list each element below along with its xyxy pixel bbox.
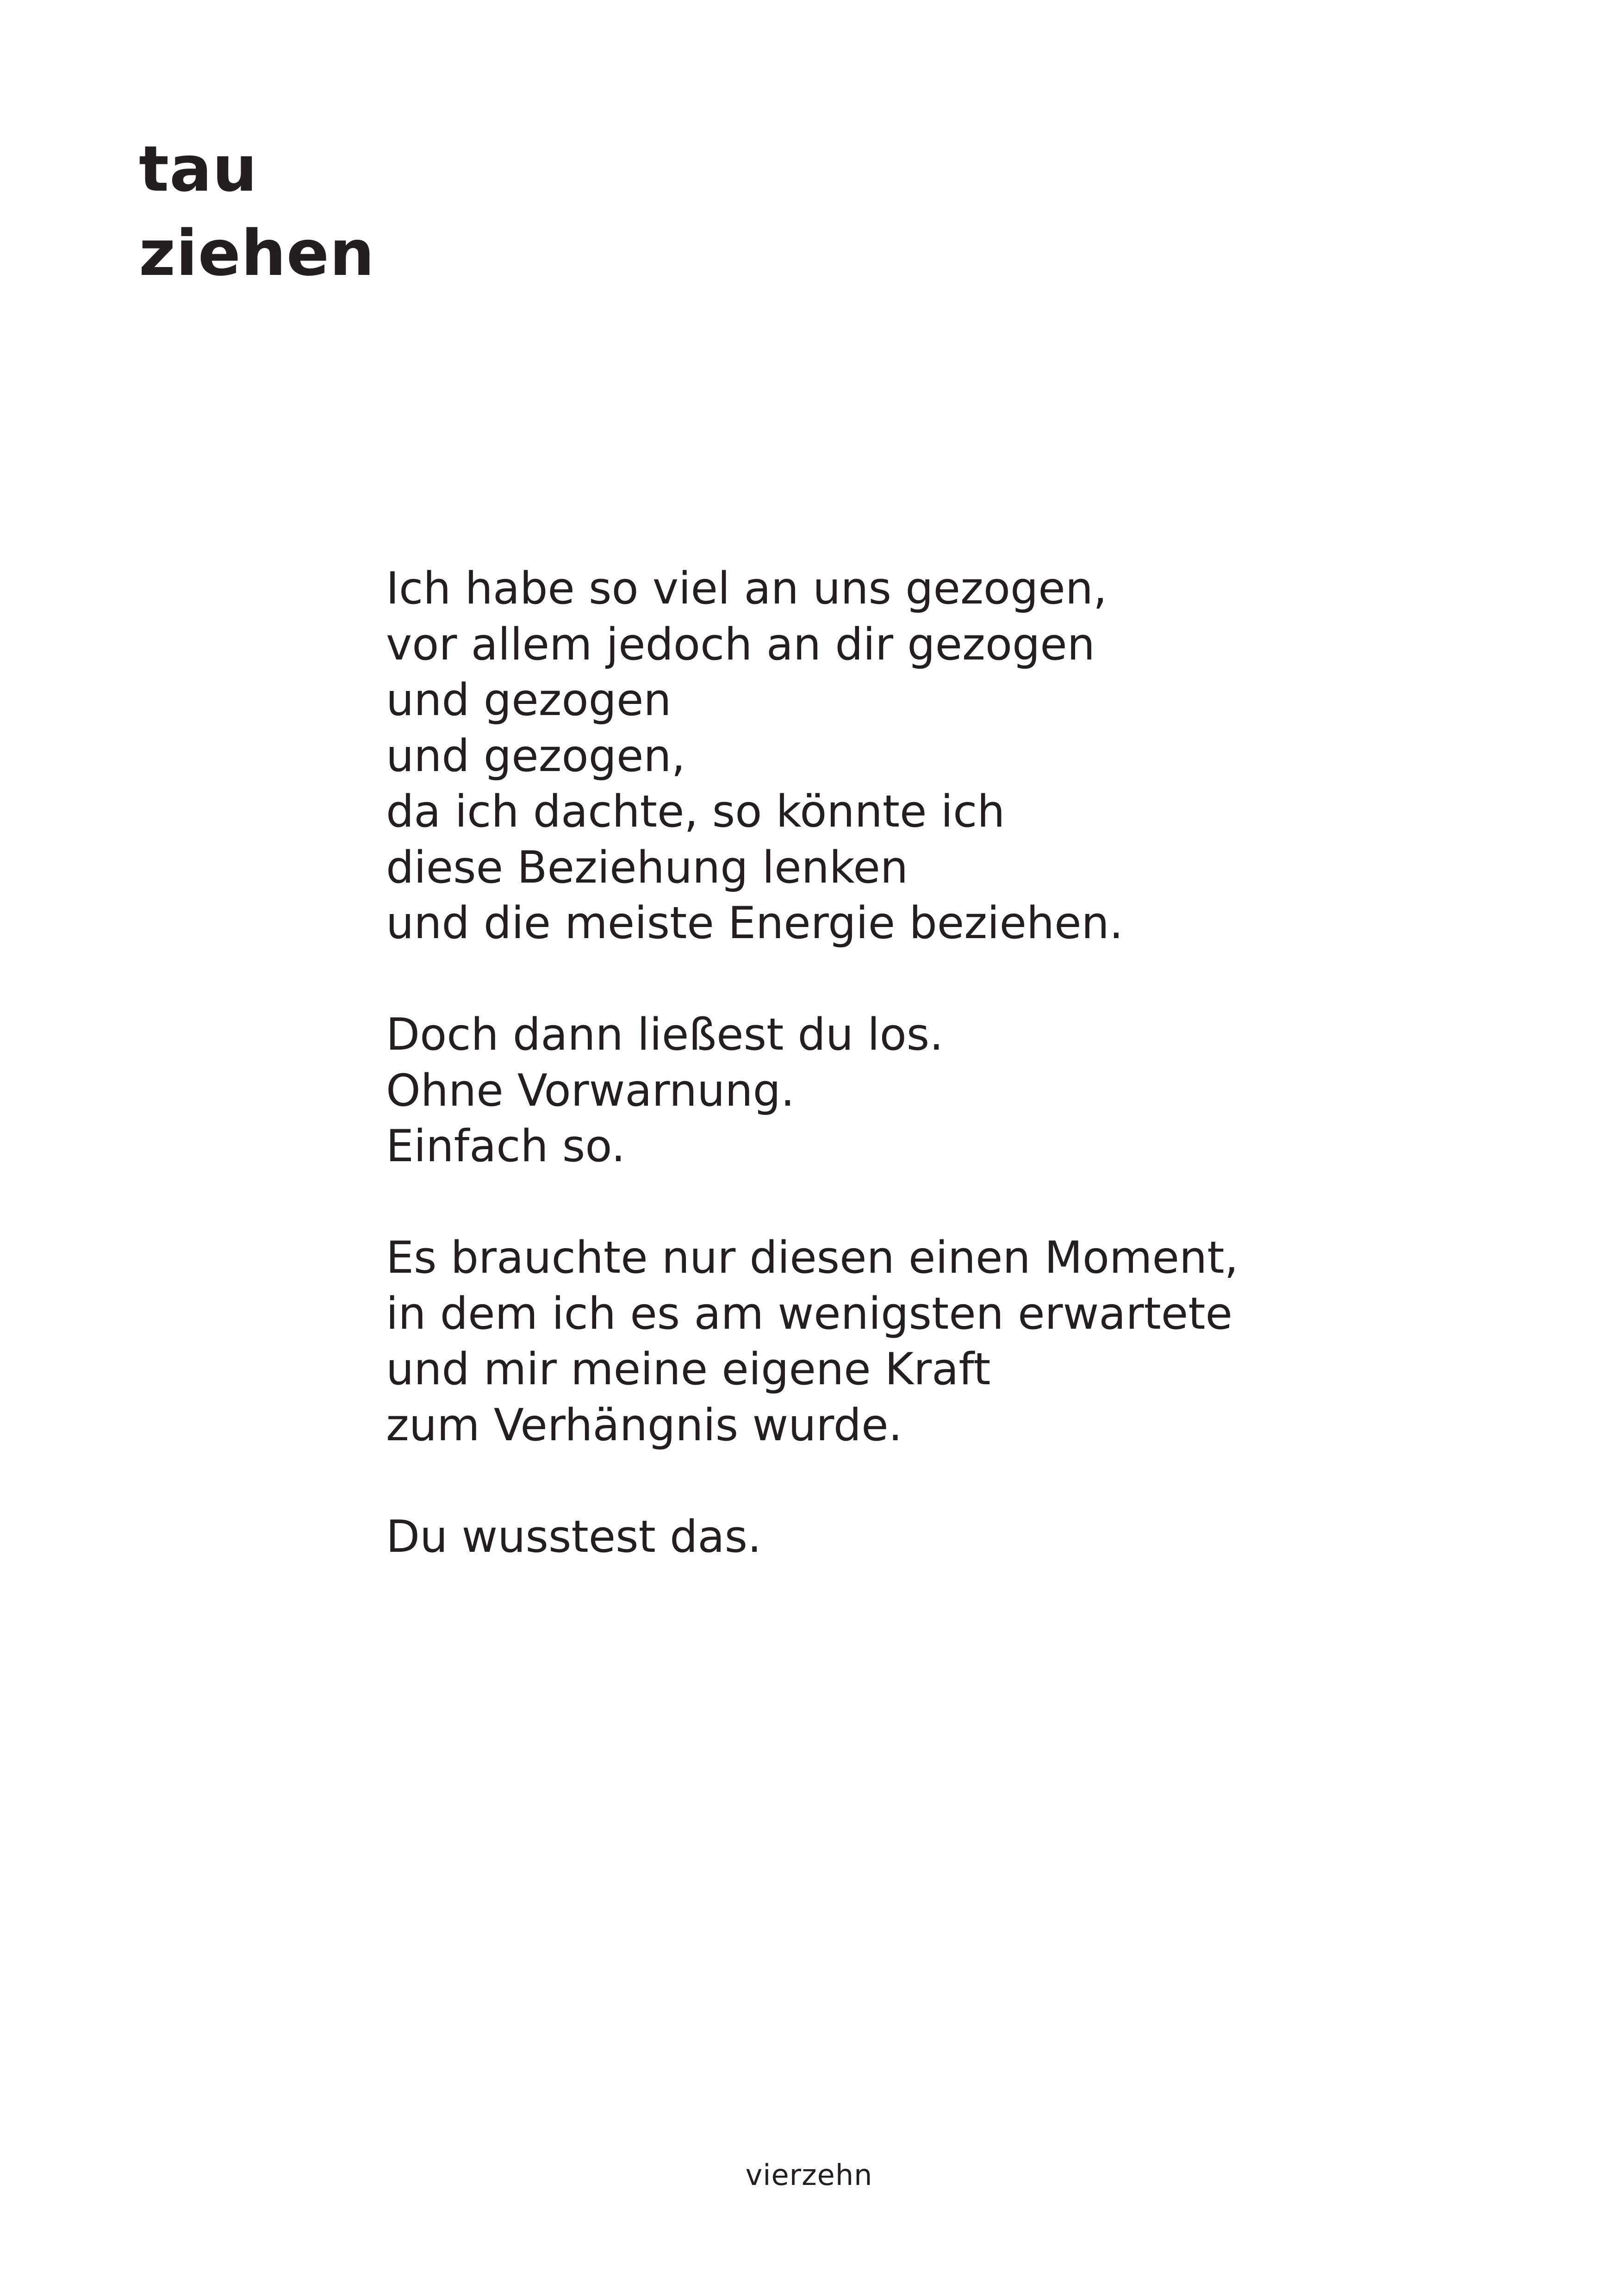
poem-line: Ohne Vorwarnung.	[386, 1065, 795, 1116]
stanza-1	[386, 561, 1543, 952]
poem-line: Du wusstest das.	[386, 1511, 762, 1562]
poem-line: und die meiste Energie beziehen.	[386, 898, 1123, 949]
stanza-4	[386, 1509, 1543, 1565]
poem-line: zum Verhängnis wurde.	[386, 1400, 902, 1451]
title-line-2: ziehen	[139, 217, 375, 290]
stanza-2	[386, 1007, 1543, 1175]
title-line-1: tau	[139, 133, 258, 206]
poem-line: Doch dann ließest du los.	[386, 1009, 944, 1060]
poem-body	[386, 561, 1543, 1621]
poem-line: und gezogen	[386, 675, 672, 726]
poem-line: Einfach so.	[386, 1121, 626, 1172]
poem-line: Ich habe so viel an uns gezogen,	[386, 563, 1108, 614]
page-number: vierzehn	[745, 2158, 873, 2192]
poem-line: vor allem jedoch an dir gezogen	[386, 619, 1095, 670]
poem-line: da ich dachte, so könnte ich	[386, 786, 1005, 837]
poem-line: diese Beziehung lenken	[386, 842, 909, 893]
poem-line: in dem ich es am wenigsten erwartete	[386, 1288, 1232, 1339]
poem-line: und gezogen,	[386, 730, 685, 782]
stanza-3	[386, 1230, 1543, 1453]
poem-line: Es brauchte nur diesen einen Moment,	[386, 1232, 1238, 1283]
poem-line: und mir meine eigene Kraft	[386, 1344, 991, 1395]
poem-title	[139, 127, 375, 296]
